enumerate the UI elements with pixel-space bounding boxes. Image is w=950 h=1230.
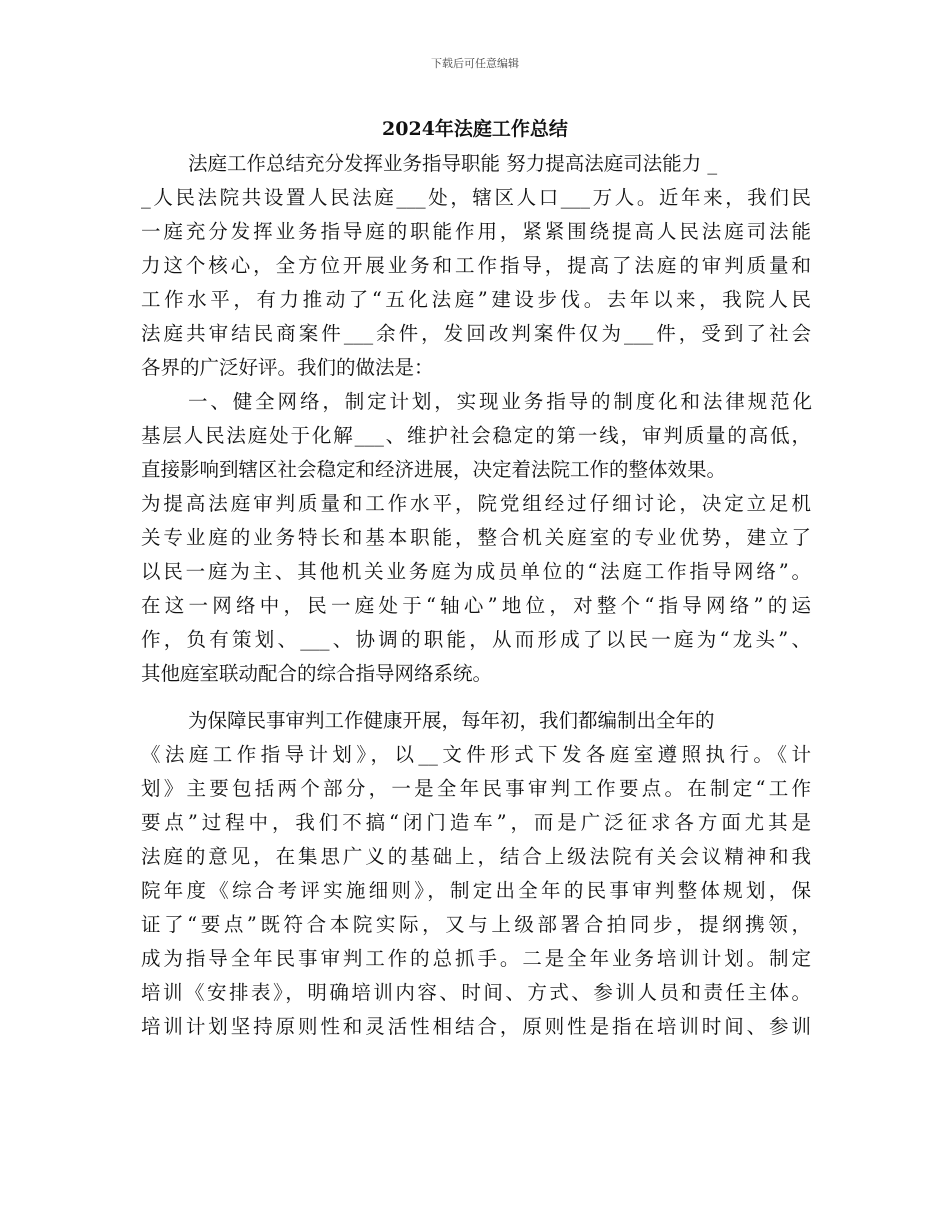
body-line: 力这个核心，全方位开展业务和工作指导，提高了法庭的审判质量和 xyxy=(141,254,811,277)
body-line: 法庭的意见，在集思广义的基础上，结合上级法院有关会议精神和我 xyxy=(141,845,811,868)
body-line: 培训计划坚持原则性和灵活性相结合，原则性是指在培训时间、参训 xyxy=(141,1015,811,1038)
page-header-note: 下载后可任意编辑 xyxy=(431,57,519,70)
body-line: 为保障民事审判工作健康开展，每年初，我们都编制出全年的 xyxy=(188,709,715,732)
body-line: 法庭共审结民商案件___余件，发回改判案件仅为___件，受到了社会 xyxy=(141,322,811,345)
body-line: 一庭充分发挥业务指导庭的职能作用，紧紧围绕提高人民法庭司法能 xyxy=(141,220,811,243)
body-line: 培训《安排表》，明确培训内容、时间、方式、参训人员和责任主体。 xyxy=(141,981,811,1004)
section-heading-line: 一、健全网络，制定计划，实现业务指导的制度化和法律规范化 xyxy=(188,390,812,413)
body-line: 证了“要点”既符合本院实际，又与上级部署合拍同步，提纲携领， xyxy=(141,913,811,936)
body-line: 法庭工作总结充分发挥业务指导职能 努力提高法庭司法能力 _ xyxy=(188,152,718,175)
body-line: 作，负有策划、___、协调的职能，从而形成了以民一庭为“龙头”、 xyxy=(141,628,811,651)
body-line: 其他庭室联动配合的综合指导网络系统。 xyxy=(141,662,493,685)
body-line: 《法庭工作指导计划》，以__文件形式下发各庭室遵照执行。《计 xyxy=(141,743,811,766)
body-line: 关专业庭的业务特长和基本职能，整合机关庭室的专业优势，建立了 xyxy=(141,526,811,549)
body-line: 工作水平，有力推动了“五化法庭”建设步伐。去年以来，我院人民 xyxy=(141,288,811,311)
document-title: 2024年法庭工作总结 xyxy=(382,118,568,140)
body-line: 基层人民法庭处于化解___、维护社会稳定的第一线，审判质量的高低， xyxy=(141,424,811,447)
body-line: 为提高法庭审判质量和工作水平，院党组经过仔细讨论，决定立足机 xyxy=(141,492,811,515)
body-line: _人民法院共设置人民法庭___处，辖区人口___万人。近年来，我们民 xyxy=(141,186,811,209)
body-line: 在这一网络中，民一庭处于“轴心”地位，对整个“指导网络”的运 xyxy=(141,594,811,617)
body-line: 各界的广泛好评。我们的做法是： xyxy=(141,356,434,379)
body-line: 成为指导全年民事审判工作的总抓手。二是全年业务培训计划。制定 xyxy=(141,947,811,970)
body-line: 要点”过程中，我们不搞“闭门造车”，而是广泛征求各方面尤其是 xyxy=(141,811,811,834)
body-line: 以民一庭为主、其他机关业务庭为成员单位的“法庭工作指导网络”。 xyxy=(141,560,811,583)
body-line: 直接影响到辖区社会稳定和经济进展，决定着法院工作的整体效果。 xyxy=(141,458,727,481)
body-line: 划》主要包括两个部分，一是全年民事审判工作要点。在制定“工作 xyxy=(141,777,811,800)
body-line: 院年度《综合考评实施细则》，制定出全年的民事审判整体规划，保 xyxy=(141,879,811,902)
